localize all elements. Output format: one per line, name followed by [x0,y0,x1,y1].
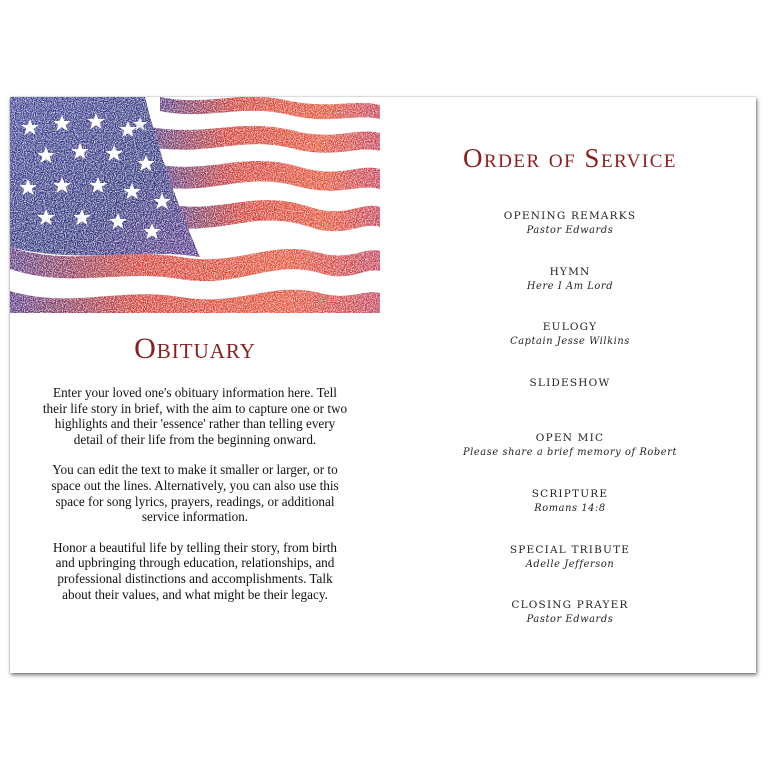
service-item-scripture [384,487,756,543]
service-list [384,209,756,654]
service-item-opening-remarks [384,209,756,265]
obituary-paragraph: You can edit the text to make it smaller or larger, or to space out the lines. Alternatively, you can also use this space for song lyrics, prayers, readings, or additional service information. [51,462,339,525]
service-item-detail: Please share a brief memory of Robert [462,447,678,459]
service-item-label: HYMN [549,265,591,278]
service-item-eulogy [384,320,756,376]
service-item-label: SCRIPTURE [531,487,609,500]
obituary-paragraph: Enter your loved one's obituary information here. Tell their life story in brief, with the aim to capture one or two highlights and their 'essence' rather than telling every detail of their life from the beginning onward. [42,385,348,447]
service-item-label: SLIDESHOW [529,376,611,389]
obituary-section [10,333,380,617]
service-item-slideshow [384,376,756,432]
obituary-body [10,385,380,602]
service-item-label: OPEN MIC [535,432,605,445]
service-item-detail: Captain Jesse Wilkins [510,336,630,348]
american-flag-image [10,97,380,313]
service-item-detail: Romans 14:8 [534,502,606,514]
service-item-open-mic [384,431,756,487]
service-item-special-tribute [384,543,756,599]
obituary-title: Obituary [134,332,256,365]
program-spread [10,97,756,673]
service-item-label: SPECIAL TRIBUTE [509,543,631,556]
service-item-closing-prayer [384,598,756,654]
service-item-label: OPENING REMARKS [503,210,637,222]
service-item-detail: Adelle Jefferson [525,558,615,570]
service-item-label: EULOGY [542,321,598,334]
service-item-detail: Here I Am Lord [526,280,614,292]
american-flag-icon [10,97,380,313]
service-item-label: CLOSING PRAYER [511,599,629,612]
service-item-hymn [384,265,756,321]
service-item-detail: Pastor Edwards [526,225,614,236]
service-item-detail: Pastor Edwards [526,614,614,626]
order-of-service-title: Order of Service [462,143,678,173]
obituary-paragraph: Honor a beautiful life by telling their story, from birth and upbringing through education, relationships, and professional distinctions and accomplishments. Talk about their values, and what might be their legacy. [52,539,338,602]
